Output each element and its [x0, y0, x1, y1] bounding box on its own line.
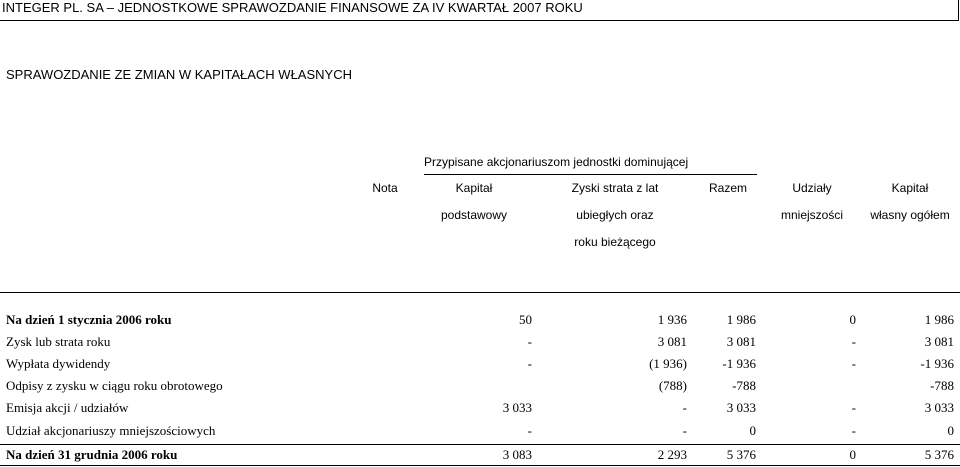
cell-ogolem: 0	[947, 423, 954, 438]
cell-razem: -1 936	[722, 356, 756, 371]
cell-udzialy: 0	[849, 312, 856, 327]
col-kapital-wlasny	[860, 175, 960, 229]
col-kapital-line2: podstawowy	[440, 208, 508, 222]
table-top-rule	[0, 292, 960, 293]
cell-ogolem: 3 033	[924, 400, 954, 415]
cell-zyski: 2 293	[657, 447, 687, 462]
table-row	[0, 331, 960, 353]
table-row	[0, 353, 960, 375]
col-nota-label: Nota	[372, 181, 398, 195]
cell-udzialy: -	[851, 356, 856, 371]
table-row-total	[0, 444, 960, 466]
row-label: Na dzień 1 stycznia 2006 roku	[6, 312, 172, 327]
company-header: INTEGER PL. SA – JEDNOSTKOWE SPRAWOZDANIE FINANSOWE ZA IV KWARTAŁ 2007 ROKU	[2, 0, 583, 15]
table-row	[0, 309, 960, 331]
col-kapital-wlasny-line2: własny ogółem	[870, 208, 950, 222]
cell-udzialy: -	[851, 400, 856, 415]
cell-kapital: -	[527, 423, 532, 438]
cell-razem: 0	[749, 423, 756, 438]
cell-kapital: 50	[519, 312, 532, 327]
cell-razem: 3 033	[726, 400, 756, 415]
row-label: Na dzień 31 grudnia 2006 roku	[6, 447, 178, 462]
closing-rule-bottom	[0, 465, 960, 466]
col-zyski	[555, 175, 675, 256]
col-udzialy	[772, 175, 852, 229]
cell-zyski: (788)	[658, 378, 687, 393]
col-kapital-line1: Kapitał	[455, 181, 493, 195]
cell-zyski: 3 081	[657, 334, 687, 349]
cell-zyski: 1 936	[657, 312, 687, 327]
col-razem	[700, 175, 756, 202]
cell-zyski: -	[682, 400, 687, 415]
table-row	[0, 420, 960, 442]
cell-udzialy: 0	[849, 447, 856, 462]
cell-zyski: (1 936)	[649, 356, 687, 371]
cell-udzialy: -	[851, 423, 856, 438]
cell-razem: 5 376	[726, 447, 756, 462]
cell-kapital: 3 083	[502, 447, 532, 462]
col-udzialy-line2: mniejszości	[780, 208, 843, 222]
col-zyski-line2: ubiegłych oraz	[576, 208, 654, 222]
col-nota	[360, 175, 410, 202]
row-label: Emisja akcji / udziałów	[6, 400, 129, 415]
col-zyski-line1: Zyski strata z lat	[571, 181, 659, 195]
cell-razem: -788	[732, 378, 756, 393]
report-title: SPRAWOZDANIE ZE ZMIAN W KAPITAŁACH WŁASNYCH	[6, 67, 352, 82]
col-udzialy-line1: Udziały	[792, 181, 832, 195]
cell-kapital: 3 033	[502, 400, 532, 415]
cell-ogolem: 5 376	[924, 447, 954, 462]
table-row	[0, 397, 960, 419]
col-kapital-wlasny-line1: Kapitał	[891, 181, 929, 195]
cell-razem: 3 081	[726, 334, 756, 349]
col-kapital	[424, 175, 524, 229]
cell-udzialy: -	[851, 334, 856, 349]
row-label: Odpisy z zysku w ciągu roku obrotowego	[6, 378, 223, 393]
row-label: Udział akcjonariuszy mniejszościowych	[6, 423, 216, 438]
cell-kapital: -	[527, 334, 532, 349]
cell-ogolem: -1 936	[920, 356, 954, 371]
col-zyski-line3: roku bieżącego	[574, 235, 656, 249]
cell-razem: 1 986	[726, 312, 756, 327]
row-label: Zysk lub strata roku	[6, 334, 111, 349]
table-row	[0, 375, 960, 397]
cell-kapital: -	[527, 356, 532, 371]
cell-zyski: -	[682, 423, 687, 438]
cell-ogolem: 1 986	[924, 312, 954, 327]
row-label: Wypłata dywidendy	[6, 356, 111, 371]
cell-ogolem: -788	[930, 378, 954, 393]
cell-ogolem: 3 081	[924, 334, 954, 349]
attribution-header: Przypisane akcjonariuszom jednostki dominującej	[424, 155, 689, 169]
col-razem-label: Razem	[708, 181, 747, 195]
